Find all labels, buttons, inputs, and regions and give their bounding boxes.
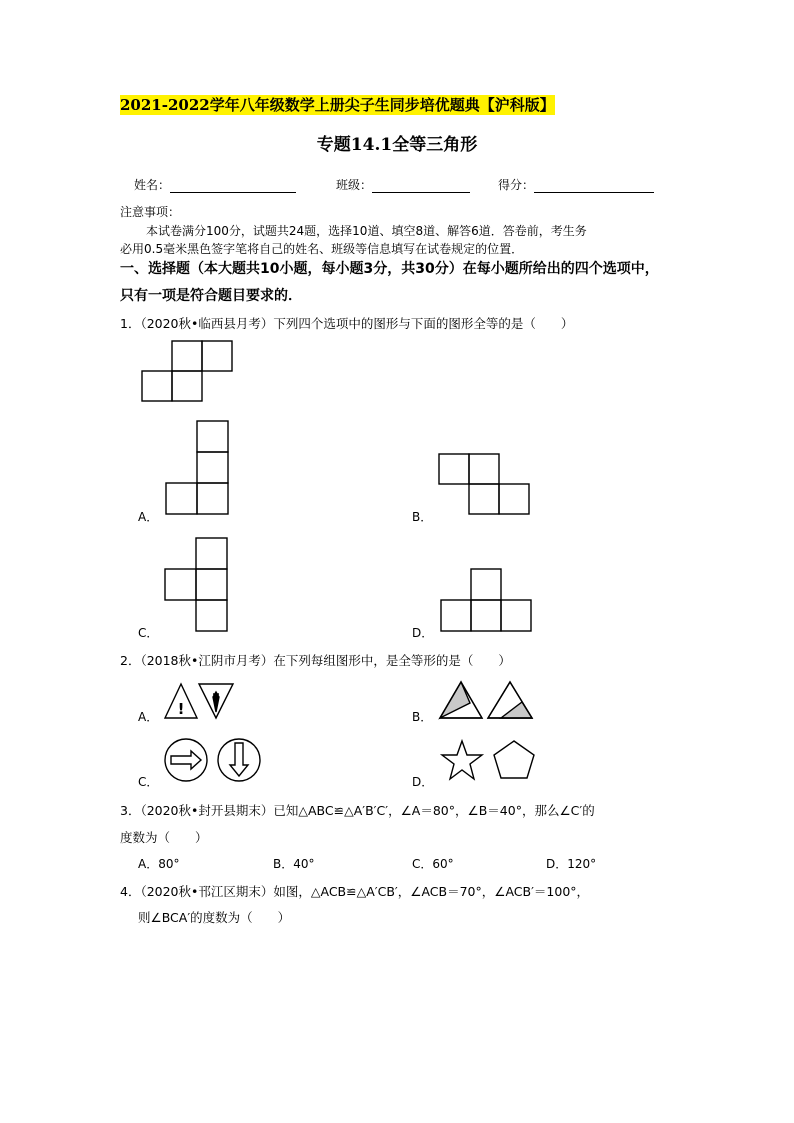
question-3-stem-line-2: 度数为（ ） [120, 830, 208, 845]
series-year: 2021-2022 [120, 96, 210, 114]
notes-line-2: 必用0.5毫米黑色签字笔将自己的姓名、班级等信息填写在试卷规定的位置． [120, 242, 524, 256]
notes-line-1: 本试卷满分100分，试题共24题，选择10道、填空8道、解答6道．答卷前，考生务 [146, 224, 587, 238]
q3-option-a[interactable]: A．80° [138, 857, 180, 871]
section-heading-line-1: 一、选择题（本大题共10小题，每小题3分，共30分）在每小题所给出的四个选项中， [120, 261, 659, 277]
pentagon-icon [494, 741, 534, 778]
q2-option-a-figure[interactable] [163, 682, 237, 722]
score-blank[interactable] [534, 180, 654, 193]
name-label: 姓名： [134, 178, 171, 192]
q1-reference-figure [140, 340, 236, 404]
question-3-stem-line-1: 3．（2020秋•封开县期末）已知△ABC≌△A′B′C′，∠A＝80°，∠B＝40°，那么∠C′的 [120, 803, 595, 818]
q2-option-c-label[interactable]: C． [138, 775, 159, 789]
q1-option-c-label[interactable]: C． [138, 626, 159, 640]
shade-region-left [440, 682, 470, 718]
q1-option-b-label[interactable]: B． [412, 510, 433, 524]
right-arrow-icon [171, 751, 201, 769]
q3-option-d[interactable]: D．120° [546, 857, 597, 871]
q2-option-b-label[interactable]: B． [412, 710, 433, 724]
q1-option-c-figure[interactable] [163, 536, 233, 632]
score-label: 得分： [498, 178, 535, 192]
down-arrow-icon [230, 743, 248, 776]
class-field[interactable] [336, 176, 470, 193]
tie-icon [213, 692, 219, 712]
q2-option-d-label[interactable]: D． [412, 775, 434, 789]
star-icon [442, 741, 482, 779]
class-blank[interactable] [372, 180, 470, 193]
page-title: 专题14.1全等三角形 [316, 135, 478, 155]
q1-option-d-label[interactable]: D． [412, 626, 434, 640]
name-field[interactable] [134, 176, 296, 193]
question-4-stem-line-1: 4．（2020秋•邗江区期末）如图，△ACB≌△A′CB′，∠ACB＝70°，∠ACB′＝100°， [120, 884, 590, 899]
q2-option-d-figure[interactable] [438, 738, 540, 784]
section-heading-line-2: 只有一项是符合题目要求的． [120, 288, 302, 304]
q2-option-a-label[interactable]: A． [138, 710, 159, 724]
series-title: 学年八年级数学上册尖子生同步培优题典【沪科版】 [209, 96, 555, 114]
q1-option-b-figure[interactable] [437, 452, 533, 516]
question-2-stem: 2．（2018秋•江阴市月考）在下列每组图形中，是全等形的是（ ） [120, 653, 511, 668]
question-4-stem-line-2: 则∠BCA′的度数为（ ） [138, 910, 291, 925]
q3-option-c[interactable]: C．60° [412, 857, 454, 871]
q3-option-b[interactable]: B．40° [273, 857, 315, 871]
q1-option-a-label[interactable]: A． [138, 510, 159, 524]
series-header [120, 94, 555, 115]
score-field[interactable] [498, 176, 654, 193]
ref-square [202, 341, 232, 371]
class-label: 班级： [336, 178, 373, 192]
q1-option-a-figure[interactable] [164, 419, 234, 515]
q1-option-d-figure[interactable] [439, 567, 535, 633]
notes-heading: 注意事项： [120, 205, 181, 219]
ref-square [172, 371, 202, 401]
ref-square [172, 341, 202, 371]
q2-option-c-figure[interactable] [163, 737, 265, 783]
down-arrow-circle-icon [218, 739, 260, 781]
question-1-stem: 1．（2020秋•临西县月考）下列四个选项中的图形与下面的图形全等的是（ ） [120, 316, 574, 331]
name-blank[interactable] [170, 180, 296, 193]
exclamation-mark: ! [177, 700, 185, 718]
q2-option-b-figure[interactable] [438, 680, 538, 722]
ref-square [142, 371, 172, 401]
